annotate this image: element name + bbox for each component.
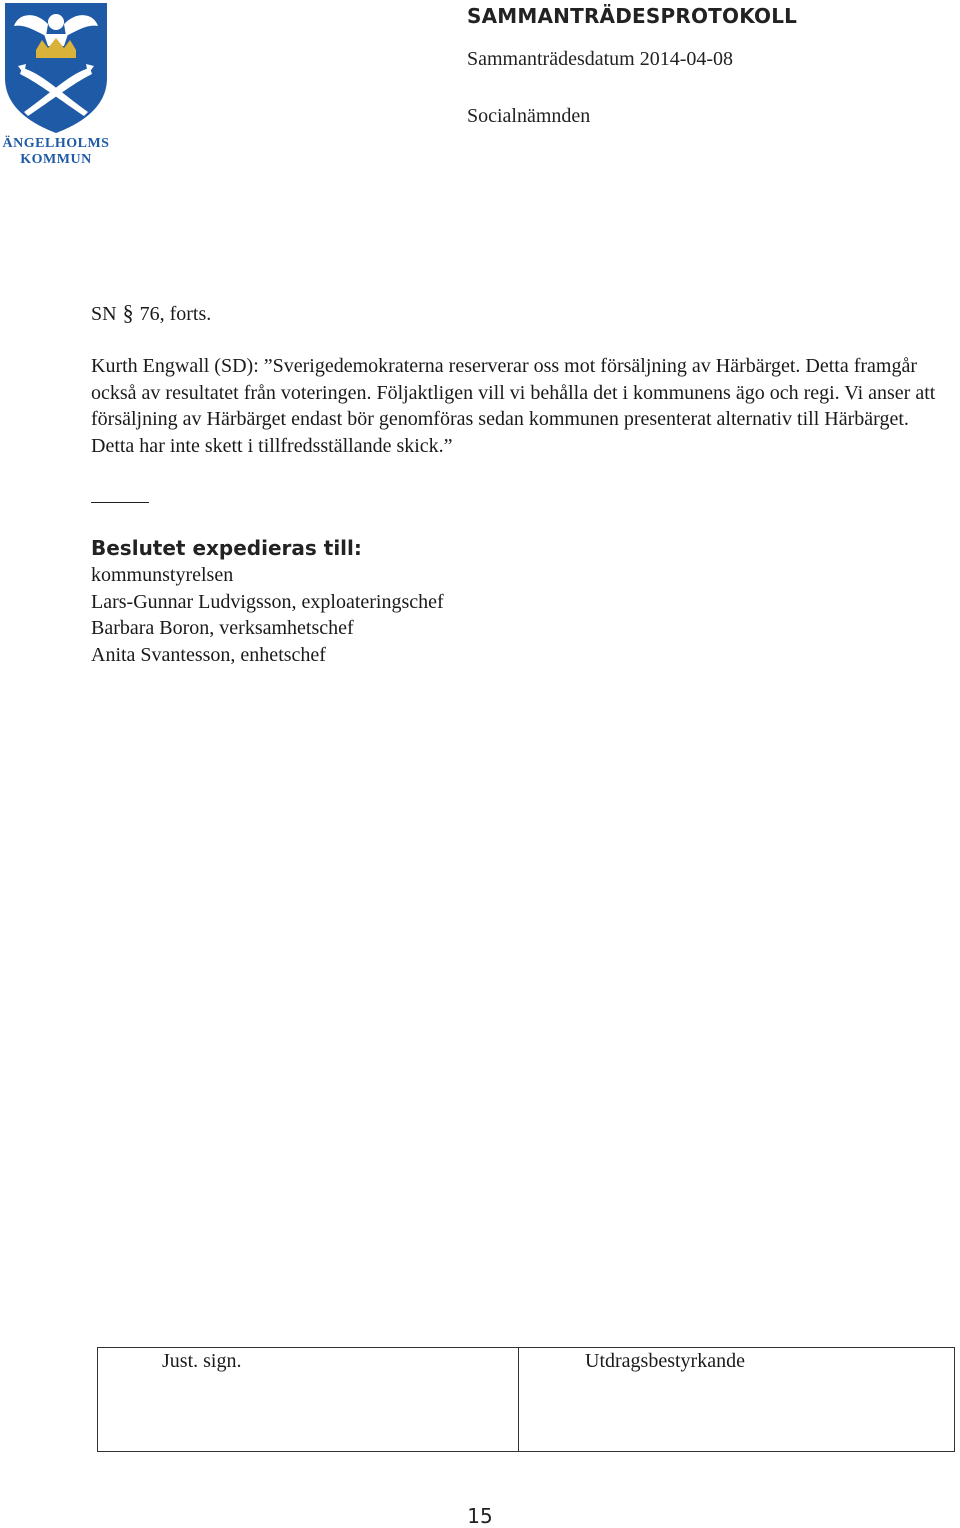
reservation-paragraph: Kurth Engwall (SD): ”Sverigedemokraterna reserverar oss mot försäljning av Härbärget. Detta framgår också av resultatet från voteringen. Följaktligen vill vi behålla det i kommunens ägo och regi. Vi anser att försäljning av Härbärget endast bör genomföras sedan kommunen presenterat alternativ till Härbärget. Detta har inte skett i tillfredsställande skick.” xyxy=(91,355,936,457)
section-prefix: SN xyxy=(91,303,117,325)
adjusted-signature-label: Just. sign. xyxy=(162,1350,242,1372)
coat-of-arms-icon xyxy=(0,0,112,134)
meeting-date: Sammanträdesdatum 2014-04-08 xyxy=(467,48,734,70)
municipality-logo xyxy=(0,0,112,172)
list-item: Barbara Boron, verksamhetschef xyxy=(91,617,354,639)
list-item: Lars-Gunnar Ludvigsson, exploateringschef xyxy=(91,590,444,613)
expedition-heading: Beslutet expedieras till: xyxy=(91,536,362,560)
list-item: Anita Svantesson, enhetschef xyxy=(91,643,326,666)
separator-rule xyxy=(91,502,149,503)
page-number: 15 xyxy=(467,1504,493,1528)
logo-text-line1: ÄNGELHOLMS xyxy=(2,136,110,151)
extract-certification-label: Utdragsbestyrkande xyxy=(585,1350,745,1372)
logo-text-line2: KOMMUN xyxy=(20,152,92,167)
recipient-list xyxy=(91,562,444,668)
document-title: SAMMANTRÄDESPROTOKOLL xyxy=(467,4,798,28)
department-name: Socialnämnden xyxy=(467,105,591,127)
section-reference xyxy=(91,300,211,326)
section-number: 76, forts. xyxy=(139,303,212,325)
list-item: kommunstyrelsen xyxy=(91,564,234,586)
paragraph-symbol: § xyxy=(122,300,134,325)
signature-table xyxy=(97,1347,955,1452)
adjusted-signature-cell xyxy=(98,1348,519,1451)
extract-certification-cell xyxy=(519,1348,954,1451)
